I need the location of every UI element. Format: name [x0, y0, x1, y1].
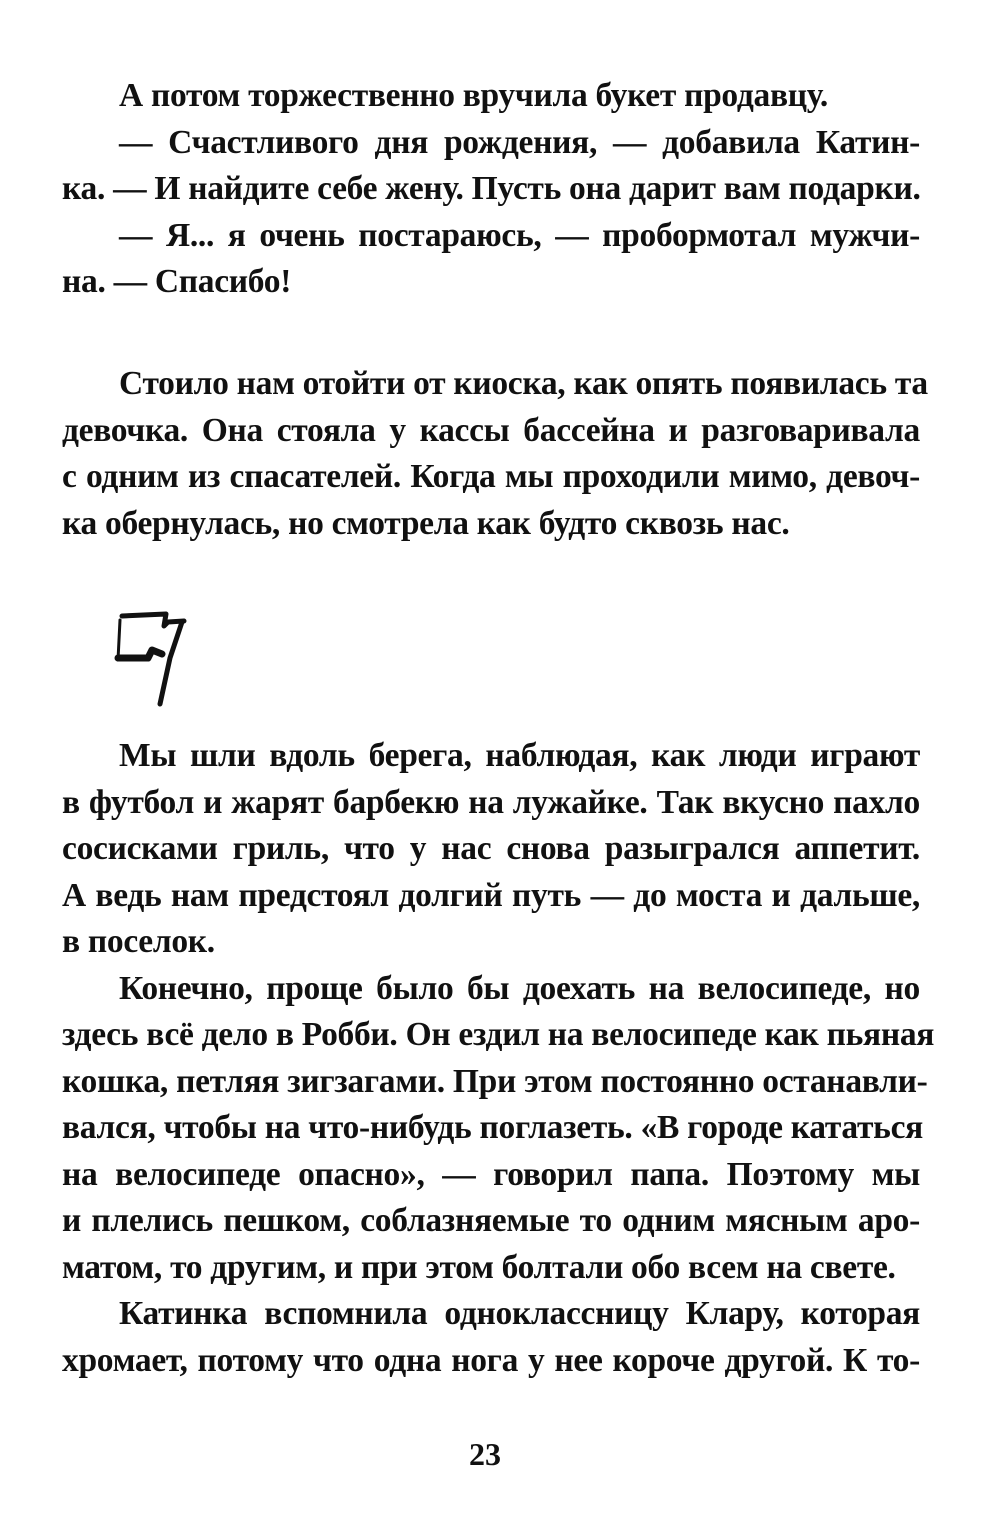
- text-line: на. — Спасибо!: [62, 263, 292, 300]
- text-line: в футбол и жарят барбекю на лужайке. Так вкусно пахло: [62, 783, 920, 821]
- text-line: и плелись пешком, соблазняемые то одним мясным аро-: [62, 1202, 920, 1239]
- paragraph-group-3: [62, 733, 935, 1384]
- text-line: кошка, петляя зигзагами. При этом постоянно останавли-: [62, 1062, 928, 1100]
- chapter-number: [108, 600, 198, 710]
- text-line: здесь всё дело в Робби. Он ездил на велосипеде как пьяная: [62, 1016, 935, 1053]
- text-line: на велосипеде опасно», — говорил папа. Поэтому мы: [62, 1155, 920, 1193]
- paragraph-group-2: [62, 361, 928, 547]
- text-line: Стоило нам отойти от киоска, как опять появилась та: [119, 365, 928, 402]
- text-line: в поселок.: [62, 923, 215, 960]
- text-line: хромает, потому что одна нога у нее короче другой. К то-: [62, 1341, 920, 1379]
- text-line: Катинка вспомнила одноклассницу Клару, которая: [119, 1295, 920, 1332]
- text-line: матом, то другим, и при этом болтали обо всем на свете.: [62, 1248, 896, 1286]
- text-line: ка обернулась, но смотрела как будто сквозь нас.: [62, 504, 790, 542]
- text-line: А ведь нам предстоял долгий путь — до моста и дальше,: [62, 876, 920, 914]
- paragraph-group-1: [62, 73, 920, 306]
- page-number: 23: [469, 1436, 501, 1472]
- text-line: Мы шли вдоль берега, наблюдая, как люди играют: [119, 737, 920, 774]
- text-line: — Я... я очень постараюсь, — пробормотал мужчи-: [119, 216, 920, 254]
- text-line: сосисками гриль, что у нас снова разыгрался аппетит.: [62, 830, 920, 867]
- text-line: Конечно, проще было бы доехать на велосипеде, но: [119, 969, 920, 1007]
- text-line: с одним из спасателей. Когда мы проходили мимо, девоч-: [62, 458, 920, 495]
- text-line: девочка. Она стояла у кассы бассейна и разговаривала: [62, 411, 920, 449]
- text-line: — Счастливого дня рождения, — добавила Катин-: [119, 123, 920, 161]
- text-line: вался, чтобы на что-нибудь поглазеть. «В городе кататься: [62, 1109, 923, 1146]
- text-line: А потом торжественно вручила букет продавцу.: [119, 77, 828, 114]
- text-line: ка. — И найдите себе жену. Пусть она дарит вам подарки.: [62, 170, 921, 207]
